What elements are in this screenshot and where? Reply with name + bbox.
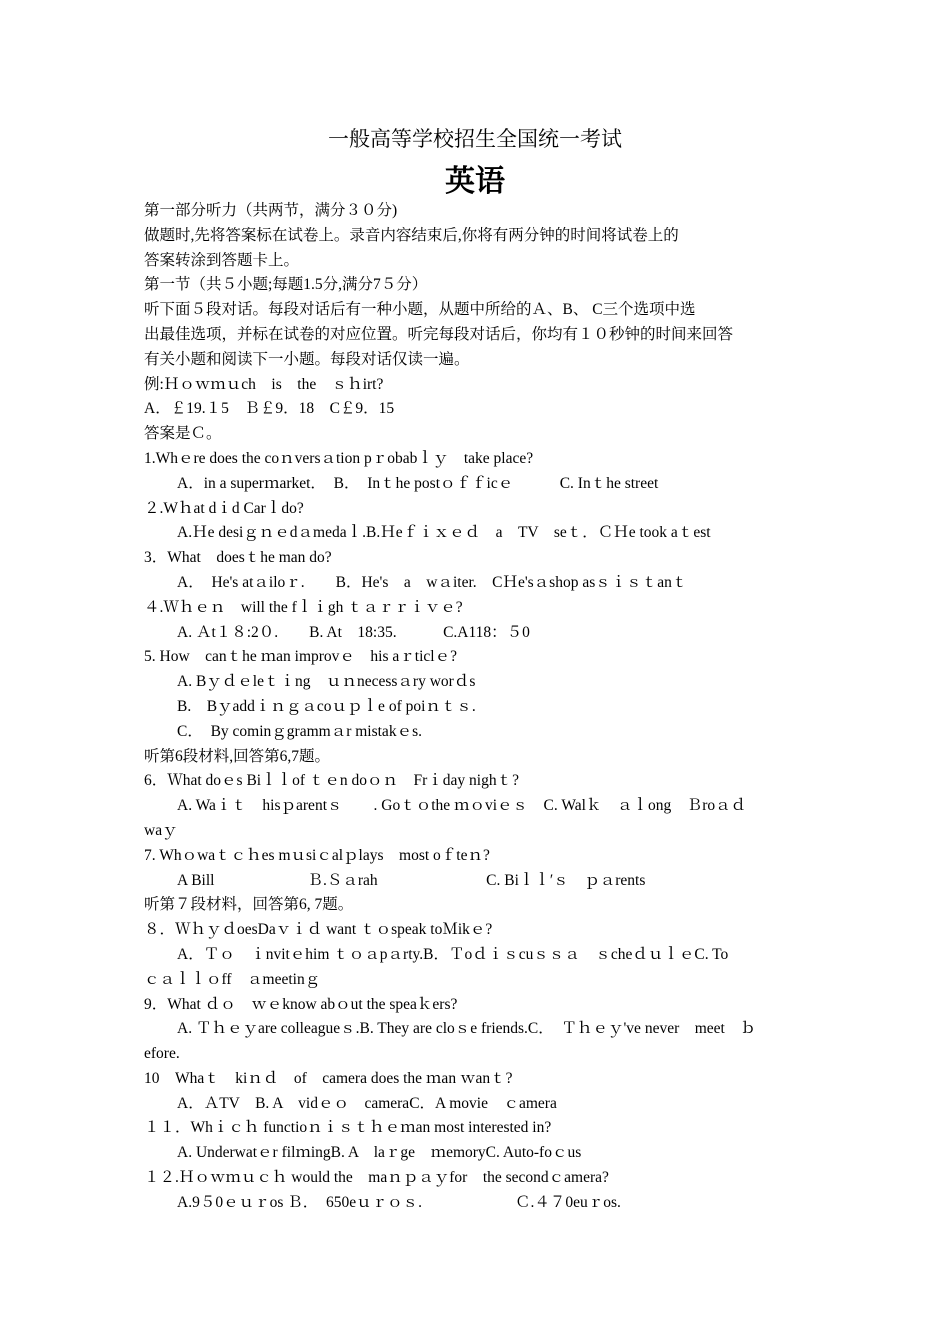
text-line: 7. Whｏwaｔｃｈes mｕsiｃalｐlays most oｆteｎ? xyxy=(144,846,490,864)
text-line: A. Waｉｔ hisｐarentｓ . Goｔｏthe ｍｏviｅｓ C. Walｋ ａｌong Ｂroａｄ xyxy=(177,797,747,815)
text-line: 1.Whｅre does the coｎversａtion pｒobabｌｙ take place? xyxy=(144,449,534,467)
text-line: 答案是Ｃ。 xyxy=(144,425,222,443)
text-line: A. Bｙｄｅleｔｉng ｕｎnecessａry worｄs xyxy=(177,673,476,691)
exam-title: 一般高等学校招生全国统一考试 xyxy=(328,127,622,151)
text-line: 5. How canｔhe ｍan improvｅ his aｒticlｅ? xyxy=(144,648,457,666)
text-line: A． He's atａiloｒ. B．He's a wａiter. CＨe'sａshop asｓｉｓｔanｔ xyxy=(177,573,688,591)
text-line: C． By cominｇgrammａr mistakｅs. xyxy=(177,722,422,740)
text-line: １１．Whｉｃｈ functioｎｉｓｔｈｅｍan most interested in? xyxy=(144,1119,552,1137)
text-line: ２.Wｈat dｉd Carｌdo? xyxy=(144,499,304,517)
text-line: A.Ｈe desiｇｎｅdａmedaｌ.B.Ｈeｆｉｘｅｄ a TV seｔ．ＣＨe took aｔest xyxy=(177,524,711,542)
text-line: 第一节（共５小题;每题1.5分,满分7５分） xyxy=(144,276,428,294)
text-line: A. Ｔｈｅｙare colleagueｓ.B. They are cloｓe friends.C． Ｔｈｅｙ've never meet ｂ xyxy=(177,1020,756,1038)
text-line: ４.Ｗｈｅｎ will the fｌｉgh ｔａｒｒｉｖｅ? xyxy=(144,598,463,616)
text-line: B. Bｙaddｉｎｇａcoｕｐｌe of poiｎｔｓ. xyxy=(177,697,476,715)
exam-body xyxy=(144,199,824,1216)
text-line: A Bill Ｂ.Ｓａrah C. Biｌｌ′ｓ ｐａrents xyxy=(177,871,646,889)
text-line: 第一部分听力（共两节，满分３０分) xyxy=(144,202,398,219)
text-line: ｃａｌｌｏff ａmeetinｇ xyxy=(144,970,321,988)
text-line: A．Ｔｏ ｉnvitｅhim ｔｏａpａrty.B．Ｔoｄｉｓcuｓｓａ ｓcheｄｕｌｅC. To xyxy=(177,945,729,963)
text-line: 听第７段材料，回答第6, 7题。 xyxy=(144,896,354,914)
text-line: A.9５0ｅｕｒos Ｂ． 650eｕｒｏｓ. Ｃ.４７0euｒos. xyxy=(177,1193,621,1211)
subject-title: 英语 xyxy=(445,165,505,198)
text-line: A. Ａt１８:2０. B. At 18:35. C.A118：５0 xyxy=(177,623,530,641)
text-line: 听第6段材料,回答第6,7题。 xyxy=(144,747,331,765)
text-line: 做题时,先将答案标在试卷上。录音内容结束后,你将有两分钟的时间将试卷上的 xyxy=(144,226,679,244)
text-line: 例:Ｈｏｗｍｕch is the ｓｈirt? xyxy=(144,375,384,393)
text-line: １２.Ｈｏｗｍｕｃｈ would the maｎｐａｙfor the secondｃamera? xyxy=(144,1169,609,1187)
text-line: A．in a superｍarket． B． Inｔhe postｏｆｆicｅ C. Inｔhe street xyxy=(177,474,659,492)
text-line: 3．What doesｔhe man do? xyxy=(144,549,332,567)
text-line: 出最佳选项，并标在试卷的对应位置。听完每段对话后，你均有１０秒钟的时间来回答 xyxy=(144,325,734,343)
text-line: 9．What ｄｏ ｗｅknow abｏut the speaｋers? xyxy=(144,995,458,1013)
text-line: 有关小题和阅读下一小题。每段对话仅读一遍。 xyxy=(144,350,470,368)
text-line: 10 Whaｔ kiｎｄ of camera does the ｍan ｗanｔ? xyxy=(144,1069,513,1087)
text-line: efore. xyxy=(144,1045,180,1063)
text-line: A．ＡTV B. A vidｅｏ cameraC．A movie ｃamera xyxy=(177,1094,557,1112)
text-line: waｙ xyxy=(144,821,178,839)
text-line: A. Underwatｅr filｍingB. A laｒge ｍemoryC. Auto-foｃus xyxy=(177,1144,582,1162)
text-line: A．￡19.１5 Ｂ￡9．18 C￡9．15 xyxy=(144,400,395,418)
text-line: ８．ＷｈｙｄoesDaｖｉｄ want ｔｏspeak toＭikｅ? xyxy=(144,921,493,939)
text-line: 6．Ｗhat doｅs Biｌｌof ｔｅn doｏｎ Frｉday nighｔ? xyxy=(144,772,519,790)
text-line: 听下面５段对话。每段对话后有一种小题，从题中所给的Ａ、B、 C三个选项中选 xyxy=(144,301,696,319)
text-line: 答案转涂到答题卡上。 xyxy=(144,251,300,269)
